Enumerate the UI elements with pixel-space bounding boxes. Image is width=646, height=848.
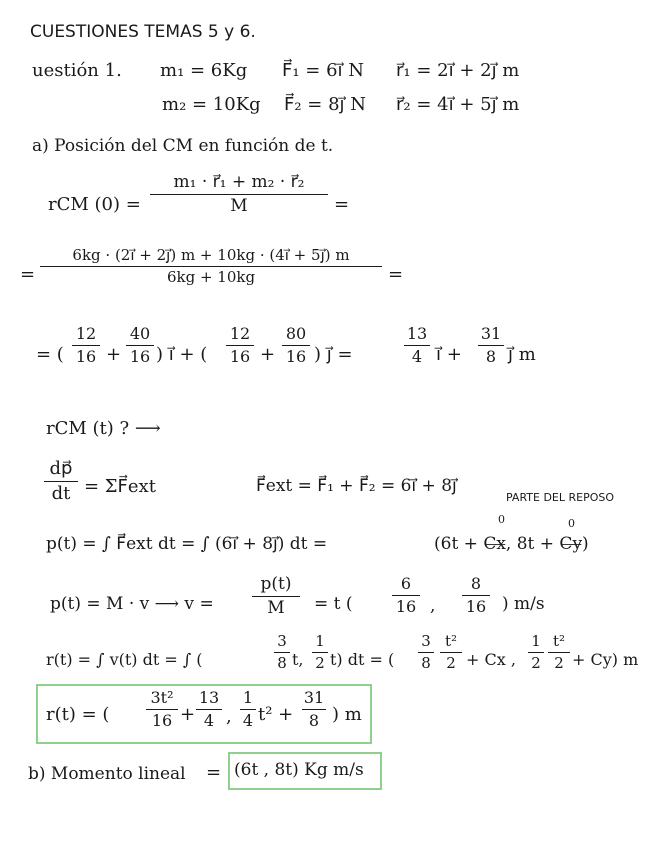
denominator: 4 xyxy=(240,709,256,729)
plus-cy: + Cy) m xyxy=(572,650,639,669)
rcm0-numerator: m₁ · r⃗₁ + m₂ · r⃗₂ xyxy=(173,172,305,192)
numerator: 3t² xyxy=(150,688,174,707)
dp-dt-fraction xyxy=(44,460,78,503)
numerator: 80 xyxy=(285,324,307,343)
p-result: (6t + C̶x̶, 8t + C̶y̶) xyxy=(434,534,589,554)
plus-sign: + xyxy=(260,344,276,365)
frac-3-8 xyxy=(274,634,290,671)
line2-end-equals: = xyxy=(388,264,404,285)
line2-fraction xyxy=(40,248,382,285)
result-left: r(t) = ( xyxy=(46,704,110,725)
frac-3t2-16 xyxy=(146,690,178,729)
frac-13-4-result xyxy=(196,690,222,729)
part-a-heading: a) Posición del CM en función de t. xyxy=(32,136,334,156)
numerator: 12 xyxy=(75,324,97,343)
p-integral: p(t) = ∫ F⃗ext dt = ∫ (6i⃗ + 8j⃗) dt = xyxy=(46,534,328,554)
numerator: t² xyxy=(444,632,458,650)
line3-mid: ) i⃗ + ( xyxy=(156,344,208,365)
denominator: 8 xyxy=(418,652,434,671)
frac-1-2-b xyxy=(528,634,544,671)
denominator: 8 xyxy=(478,345,504,365)
frac-31-8-result xyxy=(302,690,326,729)
denominator: 4 xyxy=(404,345,430,365)
question-label: uestión 1. xyxy=(32,60,122,81)
numerator: 3 xyxy=(277,632,287,650)
zero-mark: 0 xyxy=(498,513,505,526)
frac-31-8 xyxy=(478,326,504,365)
denominator: 16 xyxy=(126,345,154,365)
denominator: 2 xyxy=(312,652,328,671)
frac-13-4 xyxy=(404,326,430,365)
numerator: 40 xyxy=(129,324,151,343)
rcm0-label: rCM (0) = xyxy=(48,194,141,215)
mass-1: m₁ = 6Kg xyxy=(160,60,248,81)
denominator: 16 xyxy=(392,595,420,615)
numerator: 3 xyxy=(421,632,431,650)
zero-mark: 0 xyxy=(568,517,575,530)
numerator: 12 xyxy=(229,324,251,343)
parte-reposo-note: PARTE DEL REPOSO xyxy=(506,491,615,504)
force-2: F⃗₂ = 8j⃗ N xyxy=(284,94,367,115)
denominator: dt xyxy=(44,481,78,503)
denominator: 4 xyxy=(196,709,222,729)
position-1: r⃗₁ = 2i⃗ + 2j⃗ m xyxy=(396,60,520,81)
frac-t2-2-b xyxy=(548,634,570,671)
numerator: 1 xyxy=(315,632,325,650)
numerator: 1 xyxy=(531,632,541,650)
t-close: t) dt = ( xyxy=(330,650,395,669)
part-b-label: b) Momento lineal xyxy=(28,764,186,784)
denominator: 2 xyxy=(548,652,570,671)
frac-12-16-b xyxy=(226,326,254,365)
numerator: 13 xyxy=(406,324,428,343)
frac-80-16 xyxy=(282,326,310,365)
plus-sign: + xyxy=(180,704,196,725)
force-1: F⃗₁ = 6i⃗ N xyxy=(282,60,365,81)
line3-close: ) j⃗ = xyxy=(314,344,353,365)
rcm0-fraction xyxy=(150,174,328,215)
denominator: 16 xyxy=(72,345,100,365)
t-comma: t, xyxy=(292,650,304,669)
comma: , xyxy=(430,596,436,616)
rcm0-equals: = xyxy=(334,194,350,215)
pv-relation: p(t) = M · v ⟶ v = xyxy=(50,594,214,614)
frac-8-16 xyxy=(462,576,490,615)
result-end: ) m xyxy=(332,704,362,725)
mass-2: m₂ = 10Kg xyxy=(162,94,261,115)
sum-fext: = ΣF⃗ext xyxy=(84,476,156,497)
plus-sign: + xyxy=(106,344,122,365)
i-plus: i⃗ + xyxy=(436,344,462,365)
denominator: 8 xyxy=(274,652,290,671)
line2-denominator: 6kg + 10kg xyxy=(40,266,382,285)
pv-equals-t: = t ( xyxy=(314,594,353,614)
denominator: 16 xyxy=(146,709,178,729)
fext-equation: F⃗ext = F⃗₁ + F⃗₂ = 6i⃗ + 8j⃗ xyxy=(256,476,457,496)
t-squared-plus: t² + xyxy=(258,704,294,725)
position-2: r⃗₂ = 4i⃗ + 5j⃗ m xyxy=(396,94,520,115)
denominator: 16 xyxy=(462,595,490,615)
denominator: 16 xyxy=(226,345,254,365)
page-title: CUESTIONES TEMAS 5 y 6. xyxy=(30,22,256,42)
part-b-equals: = xyxy=(206,762,222,783)
numerator: 31 xyxy=(303,688,325,707)
numerator: 1 xyxy=(242,688,254,707)
rcm-t-question: rCM (t) ? ⟶ xyxy=(46,418,161,439)
denominator: 2 xyxy=(528,652,544,671)
numerator: 6 xyxy=(400,574,412,593)
numerator: dp⃗ xyxy=(49,458,73,479)
frac-40-16 xyxy=(126,326,154,365)
frac-t2-2 xyxy=(440,634,462,671)
frac-1-2 xyxy=(312,634,328,671)
frac-3-8-b xyxy=(418,634,434,671)
r-integral: r(t) = ∫ v(t) dt = ∫ ( xyxy=(46,650,203,669)
line3-open: = ( xyxy=(36,344,64,365)
pv-fraction xyxy=(252,576,300,617)
denominator: 16 xyxy=(282,345,310,365)
numerator: t² xyxy=(552,632,566,650)
momentum-value: (6t , 8t) Kg m/s xyxy=(234,760,364,780)
frac-12-16 xyxy=(72,326,100,365)
denominator: M xyxy=(252,596,300,617)
denominator: 2 xyxy=(440,652,462,671)
numerator: 8 xyxy=(470,574,482,593)
numerator: 31 xyxy=(480,324,502,343)
numerator: p(t) xyxy=(260,574,292,594)
denominator: 8 xyxy=(302,709,326,729)
line2-equals: = xyxy=(20,264,36,285)
j-meters: j⃗ m xyxy=(508,344,536,365)
numerator: 13 xyxy=(198,688,220,707)
plus-cx: + Cx , xyxy=(466,650,516,669)
separator: , xyxy=(226,706,232,727)
line2-numerator: 6kg · (2i⃗ + 2j⃗) m + 10kg · (4i⃗ + 5j⃗) m xyxy=(72,246,350,264)
frac-1-4 xyxy=(240,690,256,729)
velocity-units: ) m/s xyxy=(502,594,545,614)
rcm0-denominator: M xyxy=(150,194,328,215)
frac-6-16 xyxy=(392,576,420,615)
